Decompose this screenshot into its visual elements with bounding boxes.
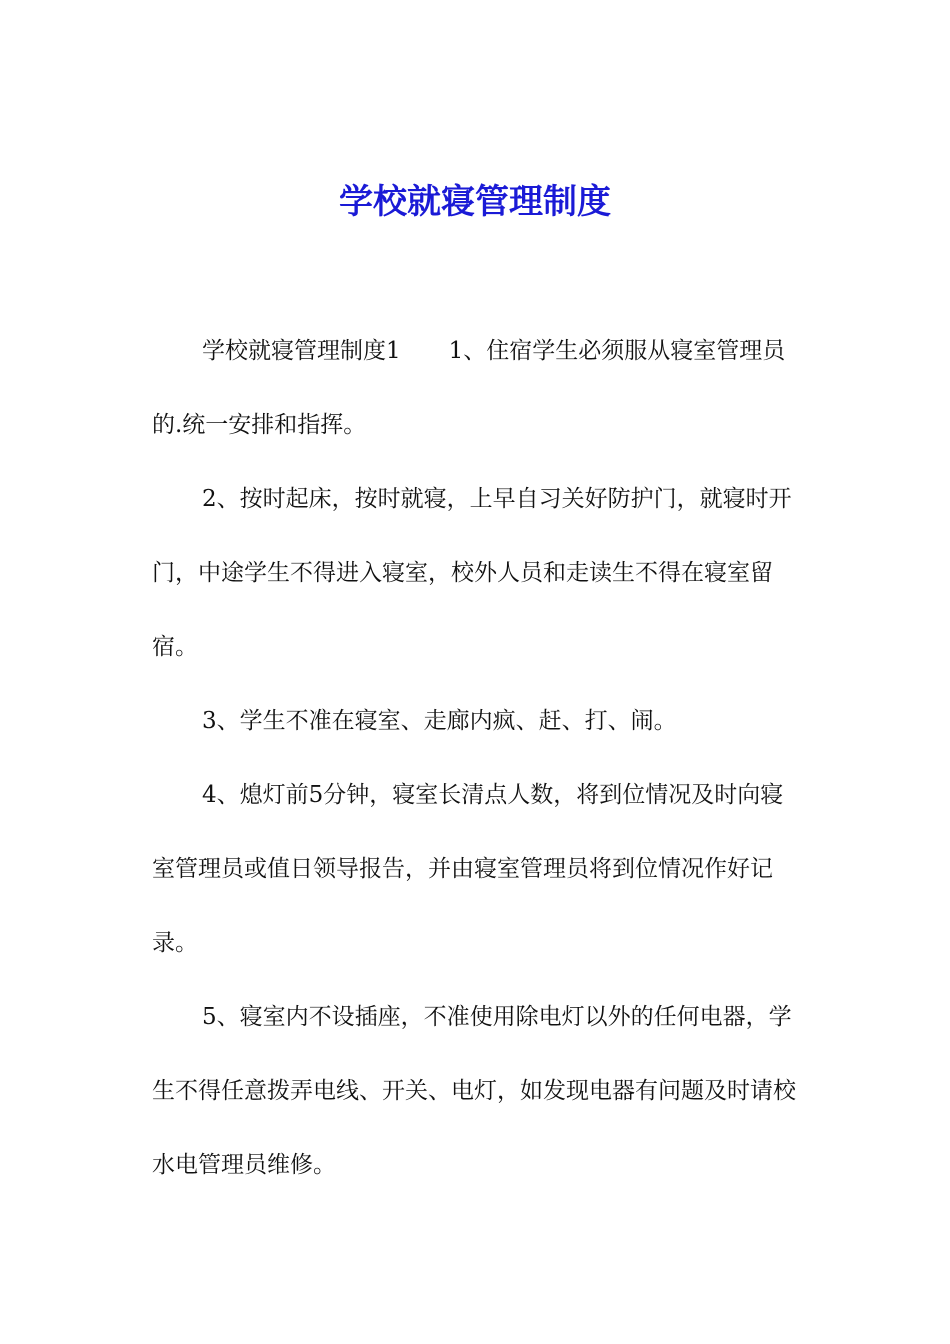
document-body (152, 314, 800, 1202)
paragraph-3: 3、学生不准在寝室、走廊内疯、赶、打、闹。 (202, 708, 677, 734)
paragraph-1 (152, 314, 800, 462)
paragraph-1-text: 1、住宿学生必须服从寝室管理员的.统一安排和指挥。 (152, 338, 786, 438)
paragraph-4: 4、熄灯前5分钟，寝室长清点人数，将到位情况及时向寝室管理员或值日领导报告，并由寝室管理员将到位情况作好记录。 (152, 782, 784, 956)
document-title: 学校就寝管理制度 (339, 182, 611, 222)
paragraph-2: 2、按时起床，按时就寝，上早自习关好防护门，就寝时开门，中途学生不得进入寝室，校外人员和走读生不得在寝室留宿。 (152, 486, 792, 660)
paragraph-5: 5、寝室内不设插座，不准使用除电灯以外的任何电器，学生不得任意拨弄电线、开关、电灯，如发现电器有问题及时请校水电管理员维修。 (152, 1004, 796, 1178)
paragraph-1-lead: 学校就寝管理制度1 (202, 338, 401, 364)
